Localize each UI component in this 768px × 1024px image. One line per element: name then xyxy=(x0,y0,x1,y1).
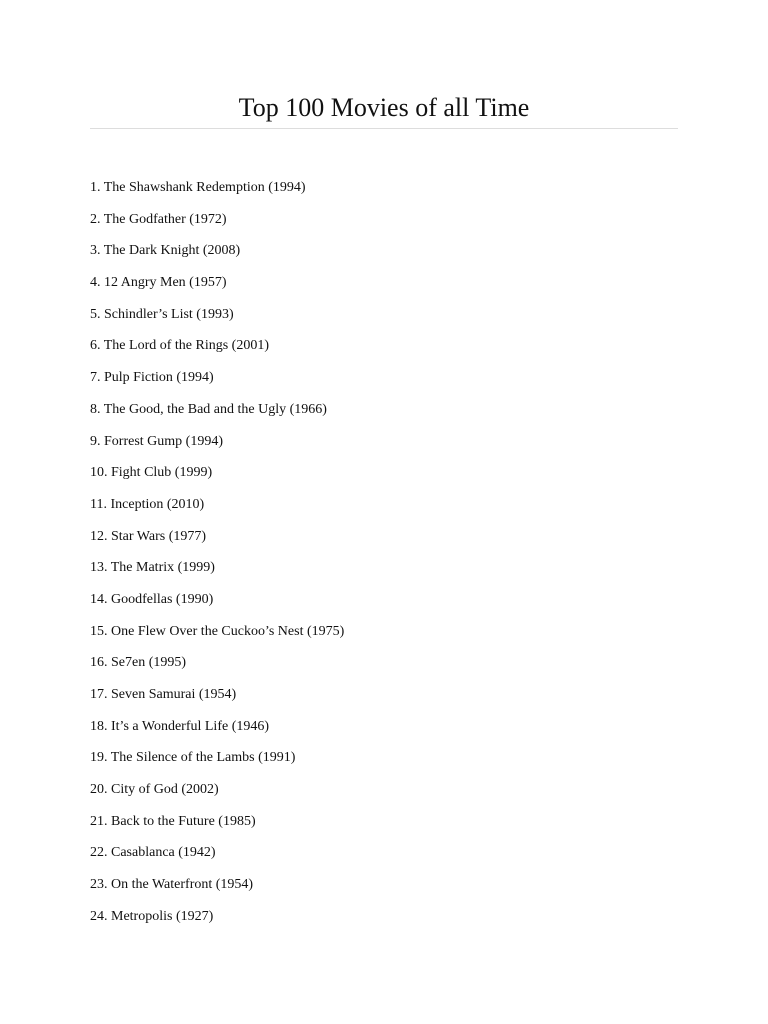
list-item: 12. Star Wars (1977) xyxy=(90,528,207,544)
list-item: 21. Back to the Future (1985) xyxy=(90,813,256,829)
list-item: 18. It’s a Wonderful Life (1946) xyxy=(90,718,270,734)
list-item: 7. Pulp Fiction (1994) xyxy=(90,370,214,386)
list-item: 10. Fight Club (1999) xyxy=(90,465,213,481)
list-item: 19. The Silence of the Lambs (1991) xyxy=(90,750,296,766)
page-title: Top 100 Movies of all Time xyxy=(238,93,530,122)
movie-list xyxy=(90,176,344,937)
list-item: 14. Goodfellas (1990) xyxy=(90,591,214,607)
list-item: 5. Schindler’s List (1993) xyxy=(90,306,234,322)
list-item: 13. The Matrix (1999) xyxy=(90,560,215,576)
list-item: 9. Forrest Gump (1994) xyxy=(90,433,223,449)
list-item: 22. Casablanca (1942) xyxy=(90,845,216,861)
list-item: 17. Seven Samurai (1954) xyxy=(90,687,237,702)
list-item: 1. The Shawshank Redemption (1994) xyxy=(90,180,306,195)
list-item: 20. City of God (2002) xyxy=(90,782,219,798)
list-item: 16. Se7en (1995) xyxy=(90,655,187,671)
list-item: 6. The Lord of the Rings (2001) xyxy=(90,338,269,354)
list-item: 23. On the Waterfront (1954) xyxy=(90,877,254,893)
list-item: 4. 12 Angry Men (1957) xyxy=(90,275,227,291)
list-item: 11. Inception (2010) xyxy=(90,496,205,512)
list-item: 3. The Dark Knight (2008) xyxy=(90,243,241,259)
title-divider xyxy=(90,128,678,129)
list-item: 2. The Godfather (1972) xyxy=(90,211,227,227)
list-item: 15. One Flew Over the Cuckoo’s Nest (1975) xyxy=(90,623,345,639)
list-item: 24. Metropolis (1927) xyxy=(90,908,214,924)
list-item: 8. The Good, the Bad and the Ugly (1966) xyxy=(90,401,327,417)
